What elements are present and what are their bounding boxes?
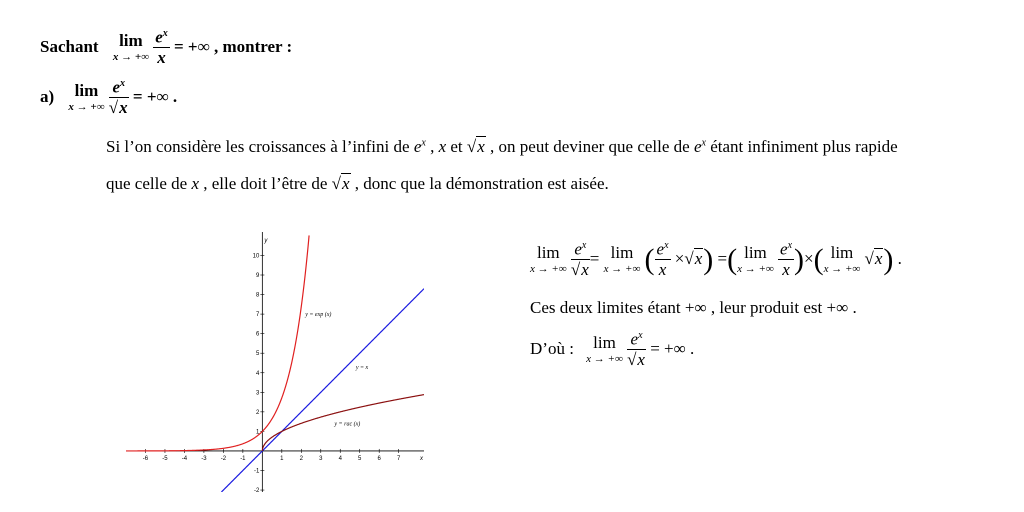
limit-operator: lim x → +∞ xyxy=(603,243,641,276)
y-tick-label: 7 xyxy=(255,312,260,319)
y-tick-label: 5 xyxy=(255,351,260,358)
limit-operator: lim x → +∞ xyxy=(68,81,105,114)
x-tick-label: 4 xyxy=(338,455,342,462)
lim-word: lim xyxy=(119,31,143,51)
x-tick-label: -2 xyxy=(220,455,227,462)
y-tick-label: 9 xyxy=(255,273,260,280)
y-axis-label: y xyxy=(264,238,268,244)
linear-curve-label: y = x xyxy=(355,364,369,371)
part-a-line xyxy=(40,78,177,118)
y-tick-label: -1 xyxy=(253,468,260,475)
statement-tail: , montrer : xyxy=(214,36,293,56)
y-tick-label: 8 xyxy=(255,292,260,299)
y-tick-label: 2 xyxy=(255,409,260,416)
lim-subscript: x → +∞ xyxy=(112,51,149,64)
equals-infinity: = +∞ . xyxy=(132,86,178,106)
final-result: D’où : lim x → +∞ $\frac{e^x}{√x}$ = +∞ . xyxy=(530,329,695,370)
equals-infinity: = +∞ xyxy=(174,36,210,56)
sqrt-curve-label: y = rac (x) xyxy=(334,421,361,428)
exp-curve xyxy=(126,235,309,450)
fraction-ex-over-x: $\frac{e^x}{x}$ xyxy=(155,27,168,68)
y-tick-label: -2 xyxy=(253,488,260,492)
x-tick-label: 3 xyxy=(319,455,323,462)
y-tick-label: 4 xyxy=(255,370,260,377)
sachant-word: Sachant xyxy=(40,36,99,56)
plot-svg xyxy=(126,232,424,492)
x-tick-label: 2 xyxy=(299,455,303,462)
statement-line xyxy=(40,28,292,68)
x-tick-label: 5 xyxy=(358,455,362,462)
x-tick-label: -3 xyxy=(201,455,207,462)
fraction-ex-over-sqrtx: $\frac{e^x}{√x}$ xyxy=(108,77,128,118)
linear-curve xyxy=(221,289,424,492)
x-tick-label: -5 xyxy=(162,455,168,462)
paragraph-line-1: Si l’on considère les croissances à l’infini de $e^x$ , x et √x , on peut deviner que celle de $e^x$ étant infiniment plus rapide xyxy=(106,137,898,156)
main-equation: lim x → +∞ $\frac{e^x}{√x}$ = lim x → +∞ ( $\frac{e^x}{x}$ ×√x) =( lim x → +∞ $\frac{e^x}{x}$ )×( lim x → +∞ √x) . xyxy=(530,239,902,280)
function-graph xyxy=(126,232,424,492)
y-tick-label: 3 xyxy=(255,390,260,397)
y-tick-label: 1 xyxy=(255,429,260,436)
x-tick-label: 6 xyxy=(377,455,381,462)
part-a-label: a) xyxy=(40,86,55,106)
limit-operator xyxy=(113,32,149,63)
x-tick-label: 7 xyxy=(397,455,401,462)
x-tick-label: -6 xyxy=(142,455,149,462)
limit-operator: lim x → +∞ xyxy=(530,243,567,276)
conclusion-line: Ces deux limites étant +∞ , leur produit est +∞ . xyxy=(530,298,857,317)
x-tick-label: -4 xyxy=(181,455,188,462)
x-tick-label: -1 xyxy=(240,455,246,462)
y-tick-label: 10 xyxy=(252,253,260,260)
y-tick-label: 6 xyxy=(255,331,260,338)
x-axis-label: x xyxy=(420,455,423,462)
fraction-ex-over-sqrtx: $\frac{e^x}{√x}$ xyxy=(570,239,589,280)
x-tick-label: 1 xyxy=(280,455,284,462)
exp-curve-label: y = exp (x) xyxy=(305,312,332,319)
paragraph-line-2: que celle de x , elle doit l’être de √x , donc que la démonstration est aisée. xyxy=(106,174,609,193)
